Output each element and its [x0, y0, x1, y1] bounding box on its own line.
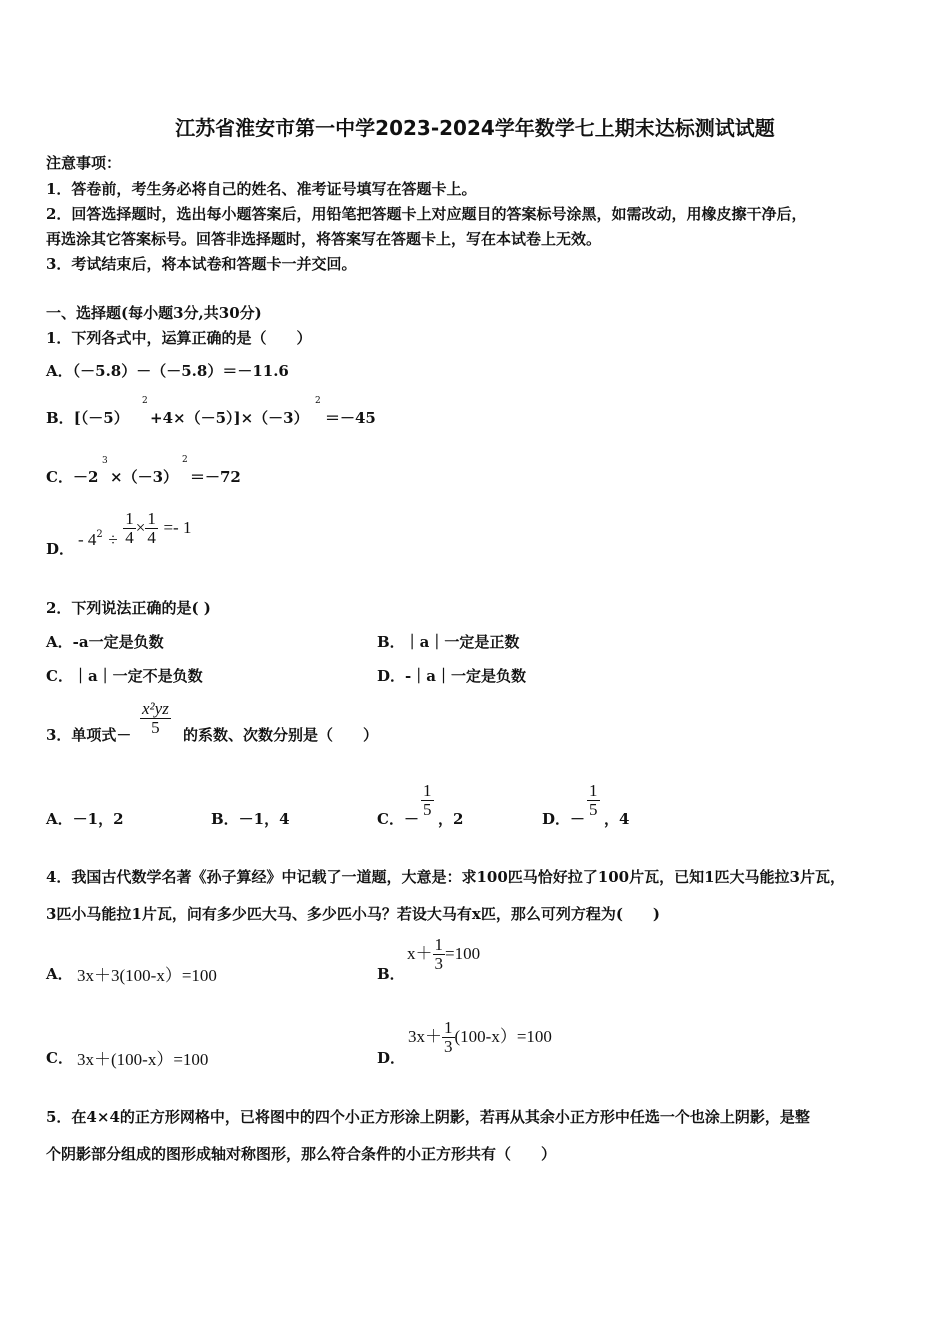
expr-result: =- 1 — [163, 517, 192, 537]
expr-part: +4×（－5）]×（－3） — [150, 409, 309, 427]
expr-part: ＝－72 — [190, 468, 241, 486]
option-b: B．｜a｜一定是正数 — [377, 633, 520, 651]
denominator: 4 — [125, 527, 134, 547]
numerator: 1 — [125, 509, 134, 528]
numerator: 1 — [589, 781, 598, 800]
option-c-equation: 3x＋(100-x）=100 — [77, 1050, 209, 1069]
notice-heading: 注意事项： — [46, 154, 122, 172]
question-stem: 5．在4×4的正方形网格中，已将图中的四个小正方形涂上阴影，若再从其余小正方形中任选一个也涂上阴影，是整 — [46, 1108, 810, 1126]
question-stem: 4．我国古代数学名著《孙子算经》中记载了一道题，大意是：求100匹马恰好拉了100片瓦，已知1匹大马能拉3片瓦， — [46, 868, 845, 886]
denominator: 5 — [151, 717, 160, 737]
question-stem: 2．下列说法正确的是( ) — [46, 599, 211, 617]
option-d-expression — [78, 510, 191, 547]
option-a-label: A． — [46, 965, 73, 983]
option-b: B．－1，4 — [211, 810, 290, 828]
exponent: 3 — [102, 456, 108, 466]
expr-part: 3x＋ — [408, 1026, 442, 1046]
fraction — [433, 936, 446, 973]
expr-base: - 4 — [78, 529, 97, 549]
option-b — [46, 407, 129, 428]
page-title: 江苏省淮安市第一中学2023-2024学年数学七上期末达标测试试题 — [175, 116, 775, 140]
notice-item: 1．答卷前，考生务必将自己的姓名、准考证号填写在答题卡上。 — [46, 180, 477, 198]
denominator: 3 — [434, 953, 443, 973]
option-a: A．-a一定是负数 — [46, 633, 164, 651]
expr-part: －2 — [72, 468, 99, 486]
fraction — [123, 510, 136, 547]
expr-part: [（－5） — [73, 409, 129, 427]
question-stem-pre: 3．单项式－ — [46, 726, 132, 744]
denominator: 5 — [423, 799, 432, 819]
denominator: 5 — [589, 799, 598, 819]
denominator: 4 — [147, 527, 156, 547]
section-heading: 一、选择题(每小题3分,共30分) — [46, 304, 262, 322]
option-a: A．（－5.8）－（－5.8）＝－11.6 — [46, 362, 289, 380]
option-label: C． — [46, 468, 73, 486]
expr-part: =100 — [445, 943, 481, 963]
expr-part: (100-x）=100 — [454, 1026, 552, 1046]
option-d-label: D．－ — [542, 810, 586, 828]
exponent: 2 — [142, 396, 148, 406]
monomial-fraction — [140, 700, 171, 737]
option-d-fraction — [587, 782, 600, 819]
option-d-equation — [408, 1019, 552, 1056]
option-c: C．｜a｜一定不是负数 — [46, 667, 203, 685]
option-label: D． — [46, 540, 75, 558]
divide-sign: ÷ — [108, 529, 118, 549]
option-c — [46, 466, 98, 487]
numerator: 1 — [444, 1018, 453, 1037]
numerator: 1 — [423, 781, 432, 800]
option-c-tail: ，2 — [438, 810, 464, 828]
expr-part: ×（－3） — [110, 468, 179, 486]
fraction — [145, 510, 158, 547]
times-sign: × — [135, 517, 146, 537]
option-d: D．-｜a｜一定是负数 — [377, 667, 526, 685]
option-d-label: D． — [377, 1049, 406, 1067]
option-a: A．－1，2 — [46, 810, 124, 828]
expr-part: x＋ — [407, 943, 433, 963]
fraction — [442, 1019, 455, 1056]
expr-part: ＝－45 — [325, 409, 376, 427]
option-b-label: B． — [377, 965, 405, 983]
numerator: 1 — [147, 509, 156, 528]
notice-item: 3．考试结束后，将本试卷和答题卡一并交回。 — [46, 255, 357, 273]
question-stem-post: 的系数、次数分别是（ ） — [183, 726, 379, 744]
exponent: 2 — [315, 396, 321, 406]
numerator: x²yz — [142, 699, 169, 718]
fraction — [140, 700, 171, 737]
exponent: 2 — [182, 455, 188, 465]
option-a-equation: 3x＋3(100-x）=100 — [77, 966, 217, 985]
fraction — [587, 782, 600, 819]
fraction — [421, 782, 434, 819]
question-stem: 3匹小马能拉1片瓦，问有多少匹大马、多少匹小马？若设大马有x匹，那么可列方程为( ) — [46, 905, 661, 923]
option-d-tail: ，4 — [604, 810, 630, 828]
numerator: 1 — [434, 935, 443, 954]
option-c-label: C． — [46, 1049, 73, 1067]
option-b-equation — [407, 936, 480, 973]
exponent: 2 — [96, 528, 103, 540]
notice-item: 再选涂其它答案标号。回答非选择题时，将答案写在答题卡上，写在本试卷上无效。 — [46, 230, 602, 248]
option-c-label: C．－ — [377, 810, 419, 828]
notice-item: 2．回答选择题时，选出每小题答案后，用铅笔把答题卡上对应题目的答案标号涂黑，如需改动，用橡皮擦干净后， — [46, 205, 807, 223]
question-stem: 个阴影部分组成的图形成轴对称图形，那么符合条件的小正方形共有（ ） — [46, 1145, 557, 1163]
question-stem: 1．下列各式中，运算正确的是（ ） — [46, 329, 312, 347]
option-c-fraction — [421, 782, 434, 819]
option-label: B． — [46, 409, 74, 427]
denominator: 3 — [444, 1036, 453, 1056]
